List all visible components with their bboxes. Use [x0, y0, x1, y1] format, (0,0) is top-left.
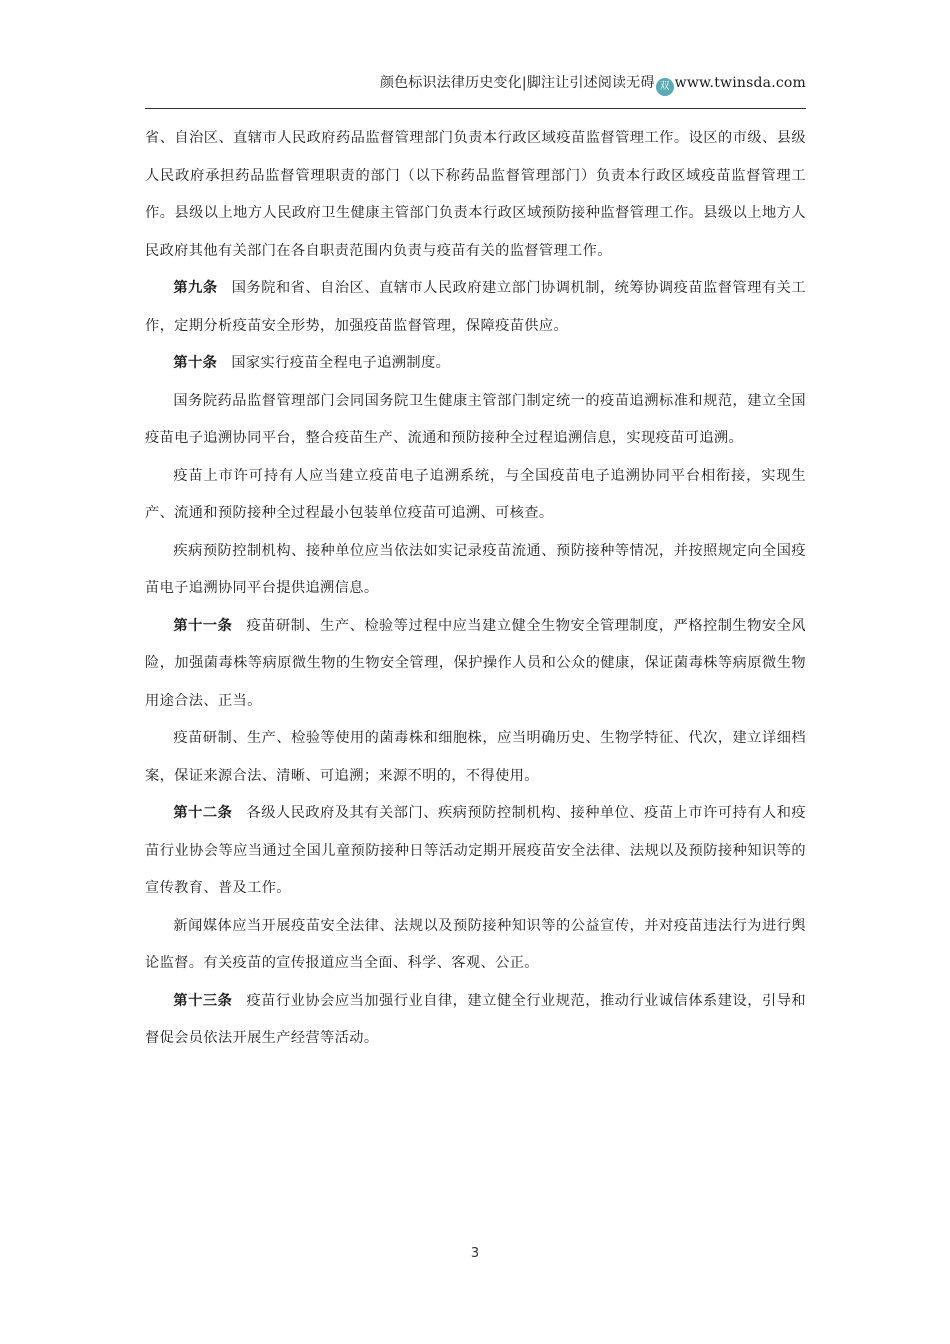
- paragraph: [145, 608, 806, 721]
- document-body: [145, 120, 806, 1058]
- paragraph-text: 疫苗行业协会应当加强行业自律，建立健全行业规范，推动行业诚信体系建设，引导和督促会员依法开展生产经营等活动。: [145, 992, 807, 1046]
- paragraph-text: 疾病预防控制机构、接种单位应当依法如实记录疫苗流通、预防接种等情况，并按照规定向全国疫苗电子追溯协同平台提供追溯信息。: [145, 542, 806, 596]
- paragraph: [145, 533, 806, 608]
- paragraph: [145, 795, 806, 908]
- paragraph-text: 疫苗研制、生产、检验等使用的菌毒株和细胞株，应当明确历史、生物学特征、代次，建立详细档案，保证来源合法、清晰、可追溯；来源不明的，不得使用。: [145, 730, 806, 784]
- page-number: 3: [470, 1246, 480, 1261]
- paragraph: [145, 120, 806, 270]
- paragraph: [145, 720, 806, 795]
- paragraph-text: 新闻媒体应当开展疫苗安全法律、法规以及预防接种知识等的公益宣传，并对疫苗违法行为进行舆论监督。有关疫苗的宣传报道应当全面、科学、客观、公正。: [145, 917, 806, 971]
- paragraph-text: 疫苗上市许可持有人应当建立疫苗电子追溯系统，与全国疫苗电子追溯协同平台相衔接，实现生产、流通和预防接种全过程最小包装单位疫苗可追溯、可核查。: [145, 467, 806, 521]
- paragraph: [145, 270, 806, 345]
- article-number: 第十二条: [173, 805, 233, 821]
- paragraph: [145, 908, 806, 983]
- article-number: 第十条: [173, 355, 218, 371]
- paragraph-text: 国家实行疫苗全程电子追溯制度。: [231, 355, 451, 371]
- twinsda-logo-icon: 双: [656, 78, 674, 96]
- paragraph-text: 疫苗研制、生产、检验等过程中应当建立健全生物安全管理制度，严格控制生物安全风险，加强菌毒株等病原微生物的生物安全管理，保护操作人员和公众的健康，保证菌毒株等病原微生物用途合法、正当。: [145, 617, 807, 709]
- paragraph-text: 省、自治区、直辖市人民政府药品监督管理部门负责本行政区域疫苗监督管理工作。设区的市级、县级人民政府承担药品监督管理职责的部门（以下称药品监督管理部门）负责本行政区域疫苗监督管理工作。县级以上地方人民政府卫生健康主管部门负责本行政区域预防接种监督管理工作。县级以上地方人民政府其他有关部门在各自职责范围内负责与疫苗有关的监督管理工作。: [145, 130, 806, 259]
- paragraph-text: 各级人民政府及其有关部门、疾病预防控制机构、接种单位、疫苗上市许可持有人和疫苗行业协会等应当通过全国儿童预防接种日等活动定期开展疫苗安全法律、法规以及预防接种知识等的宣传教育、普及工作。: [145, 805, 807, 896]
- paragraph: [145, 383, 806, 458]
- paragraph-text: 国务院和省、自治区、直辖市人民政府建立部门协调机制，统筹协调疫苗监督管理有关工作，定期分析疫苗安全形势，加强疫苗监督管理，保障疫苗供应。: [145, 280, 806, 334]
- header-tagline: 颜色标识法律历史变化|脚注让引述阅读无碍: [379, 75, 655, 91]
- header-text: [380, 72, 806, 96]
- article-number: 第十一条: [173, 617, 233, 634]
- paragraph: [145, 983, 806, 1058]
- paragraph: [145, 345, 806, 383]
- paragraph-text: 国务院药品监督管理部门会同国务院卫生健康主管部门制定统一的疫苗追溯标准和规范，建立全国疫苗电子追溯协同平台，整合疫苗生产、流通和预防接种全过程追溯信息，实现疫苗可追溯。: [145, 392, 806, 446]
- header-url[interactable]: www.twinsda.com: [674, 75, 806, 91]
- page-header: [145, 64, 806, 104]
- header-divider: [145, 108, 806, 109]
- article-number: 第十三条: [173, 992, 233, 1009]
- paragraph: [145, 458, 806, 533]
- article-number: 第九条: [173, 280, 218, 296]
